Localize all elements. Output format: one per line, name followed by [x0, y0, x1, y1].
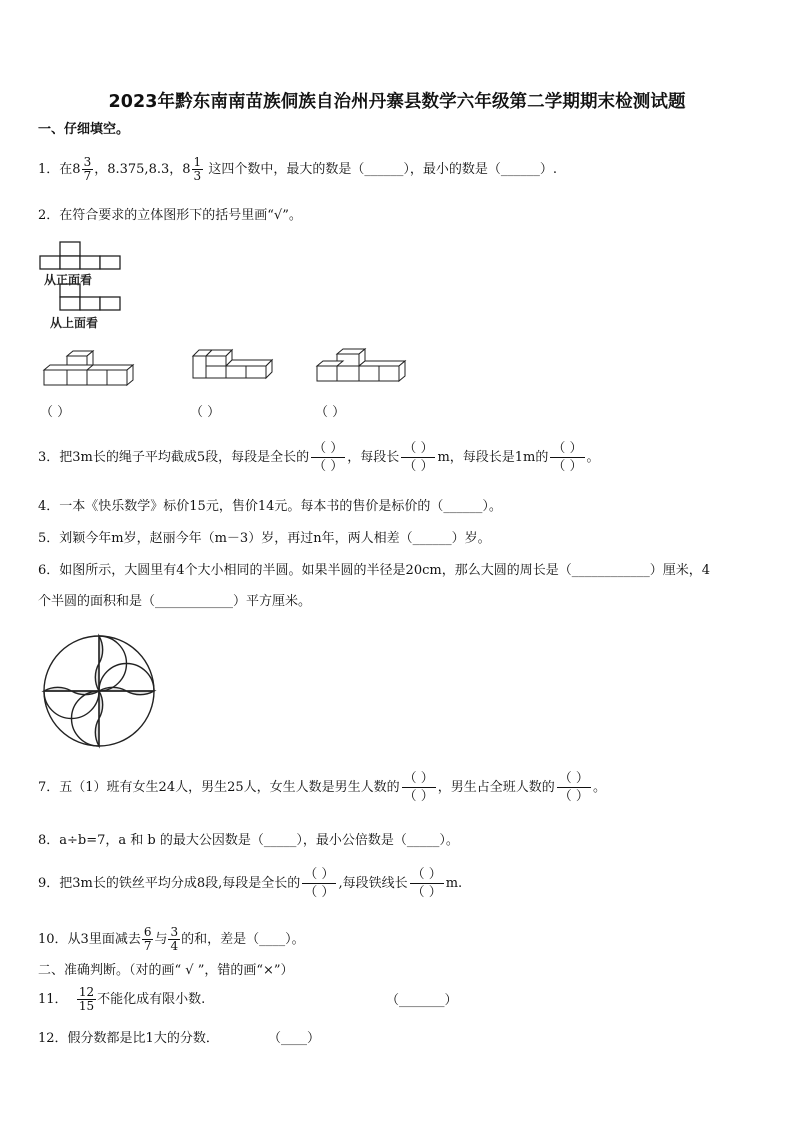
q10-p1: 从3里面减去 [67, 932, 141, 947]
q10-fraction-1 [142, 926, 154, 953]
q7-blank-fraction-1[interactable] [402, 770, 436, 805]
q2-text: 在符合要求的立体图形下的括号里画“√”。 [59, 208, 302, 223]
q5-number: 5． [38, 531, 60, 546]
q1-f1-whole: 8 [72, 162, 81, 177]
q11-f-num: 12 [78, 985, 95, 999]
q1-fraction-1 [82, 156, 94, 183]
q3-p3: m，每段长是1m的 [437, 450, 549, 465]
q10-f2-num: 3 [170, 925, 179, 939]
question-1 [38, 156, 557, 183]
q6-line1: 如图所示，大圆里有4个大小相同的半圆。如果半圆的半径是20cm，那么大圆的周长是（____________）厘米，4 [59, 563, 710, 578]
option-1-blank[interactable]: （ ） [40, 405, 71, 420]
q3-p2: ，每段长 [347, 450, 400, 465]
question-11 [38, 986, 205, 1013]
question-8 [38, 832, 459, 850]
option-2-solid [190, 346, 275, 384]
q3-b3-den: （ ） [552, 459, 583, 474]
q3-p1: 把3m长的绳子平均截成5段，每段是全长的 [59, 450, 310, 465]
q7-b2-num: （ ） [558, 771, 589, 786]
question-3 [38, 440, 600, 475]
q9-number: 9． [38, 876, 60, 891]
q11-text: 不能化成有限小数. [97, 992, 206, 1007]
q1-f2-den: 3 [193, 169, 202, 183]
q9-b1-num: （ ） [304, 867, 335, 882]
question-5 [38, 530, 491, 548]
q8-text: a÷b=7，a 和 b 的最大公因数是（_____），最小公倍数是（_____）。 [59, 833, 459, 848]
q1-fraction-2 [192, 156, 204, 183]
q10-fraction-2 [168, 926, 180, 953]
q7-p3: 。 [592, 780, 606, 795]
question-7 [38, 770, 606, 805]
question-9 [38, 866, 462, 901]
q9-blank-fraction-1[interactable] [302, 866, 336, 901]
q6-number: 6． [38, 563, 60, 578]
circle-semicircles-figure [40, 632, 158, 750]
q3-p4: 。 [586, 450, 600, 465]
q8-number: 8． [38, 833, 60, 848]
q9-b2-den: （ ） [411, 885, 442, 900]
q10-f1-den: 7 [143, 939, 152, 953]
q1-f1-num: 3 [83, 155, 92, 169]
q4-number: 4． [38, 499, 60, 514]
q3-blank-fraction-2[interactable] [401, 440, 435, 475]
q7-p1: 五（1）班有女生24人，男生25人，女生人数是男生人数的 [59, 780, 400, 795]
section-2-heading: 二、准确判断。（对的画“ √ ”，错的画“×”） [38, 963, 294, 978]
q3-b2-den: （ ） [403, 459, 434, 474]
q1-post: 这四个数中，最大的数是（______），最小的数是（______）. [208, 162, 557, 177]
question-6-line-1 [38, 562, 710, 580]
q7-b2-den: （ ） [558, 789, 589, 804]
page-title: 2023年黔东南南苗族侗族自治州丹寨县数学六年级第二学期期末检测试题 [108, 92, 686, 112]
q1-pre: 在 [59, 162, 73, 177]
q9-p3: m. [445, 876, 463, 891]
q9-b1-den: （ ） [304, 885, 335, 900]
q7-b1-num: （ ） [403, 771, 434, 786]
q1-number: 1． [38, 162, 60, 177]
question-10 [38, 926, 305, 953]
q3-b3-num: （ ） [552, 441, 583, 456]
q1-f2-whole: 8 [182, 162, 191, 177]
q11-f-den: 15 [78, 999, 95, 1013]
q1-mid: ，8.375,8.3， [94, 162, 183, 177]
q3-b2-num: （ ） [403, 441, 434, 456]
q9-b2-num: （ ） [411, 867, 442, 882]
q4-text: 一本《快乐数学》标价15元，售价14元。每本书的售价是标价的（______）。 [59, 499, 502, 514]
front-view-label: 从正面看 [44, 273, 93, 287]
q3-blank-fraction-3[interactable] [550, 440, 584, 475]
q7-number: 7． [38, 780, 60, 795]
q10-number: 10． [38, 932, 68, 947]
q12-answer-blank[interactable]: （____） [268, 1031, 321, 1046]
question-2 [38, 207, 302, 225]
q9-blank-fraction-2[interactable] [410, 866, 444, 901]
q10-f2-den: 4 [170, 939, 179, 953]
q1-f1-den: 7 [83, 169, 92, 183]
q11-answer-blank[interactable]: （_______） [386, 993, 458, 1008]
q9-p1: 把3m长的铁丝平均分成8段,每段是全长的 [59, 876, 301, 891]
section-1-heading: 一、仔细填空。 [38, 122, 130, 137]
q10-p3: 的和，差是（____）。 [181, 932, 305, 947]
q7-p2: ，男生占全班人数的 [437, 780, 555, 795]
q10-f1-num: 6 [143, 925, 152, 939]
q5-text: 刘颖今年m岁，赵丽今年（m－3）岁，再过n年，两人相差（______）岁。 [59, 531, 491, 546]
q12-text: 假分数都是比1大的分数． [67, 1031, 219, 1046]
q3-b1-num: （ ） [313, 441, 344, 456]
option-2-blank[interactable]: （ ） [190, 405, 221, 420]
q11-fraction [77, 986, 96, 1013]
q7-b1-den: （ ） [403, 789, 434, 804]
q7-blank-fraction-2[interactable] [557, 770, 591, 805]
q6-line2: 个半圆的面积和是（____________）平方厘米。 [38, 594, 312, 609]
option-1-solid [40, 350, 135, 390]
q3-b1-den: （ ） [313, 459, 344, 474]
q3-number: 3． [38, 450, 60, 465]
q9-p2: ,每段铁线长 [338, 876, 408, 891]
option-3-solid [315, 348, 407, 384]
q11-number: 11． [38, 992, 68, 1007]
q10-p2: 与 [154, 932, 168, 947]
q2-number: 2． [38, 208, 60, 223]
q12-number: 12． [38, 1031, 68, 1046]
top-view-label: 从上面看 [50, 316, 99, 330]
q1-f2-num: 1 [193, 155, 202, 169]
question-12 [38, 1030, 219, 1048]
question-4 [38, 498, 502, 516]
q3-blank-fraction-1[interactable] [311, 440, 345, 475]
option-3-blank[interactable]: （ ） [315, 405, 346, 420]
